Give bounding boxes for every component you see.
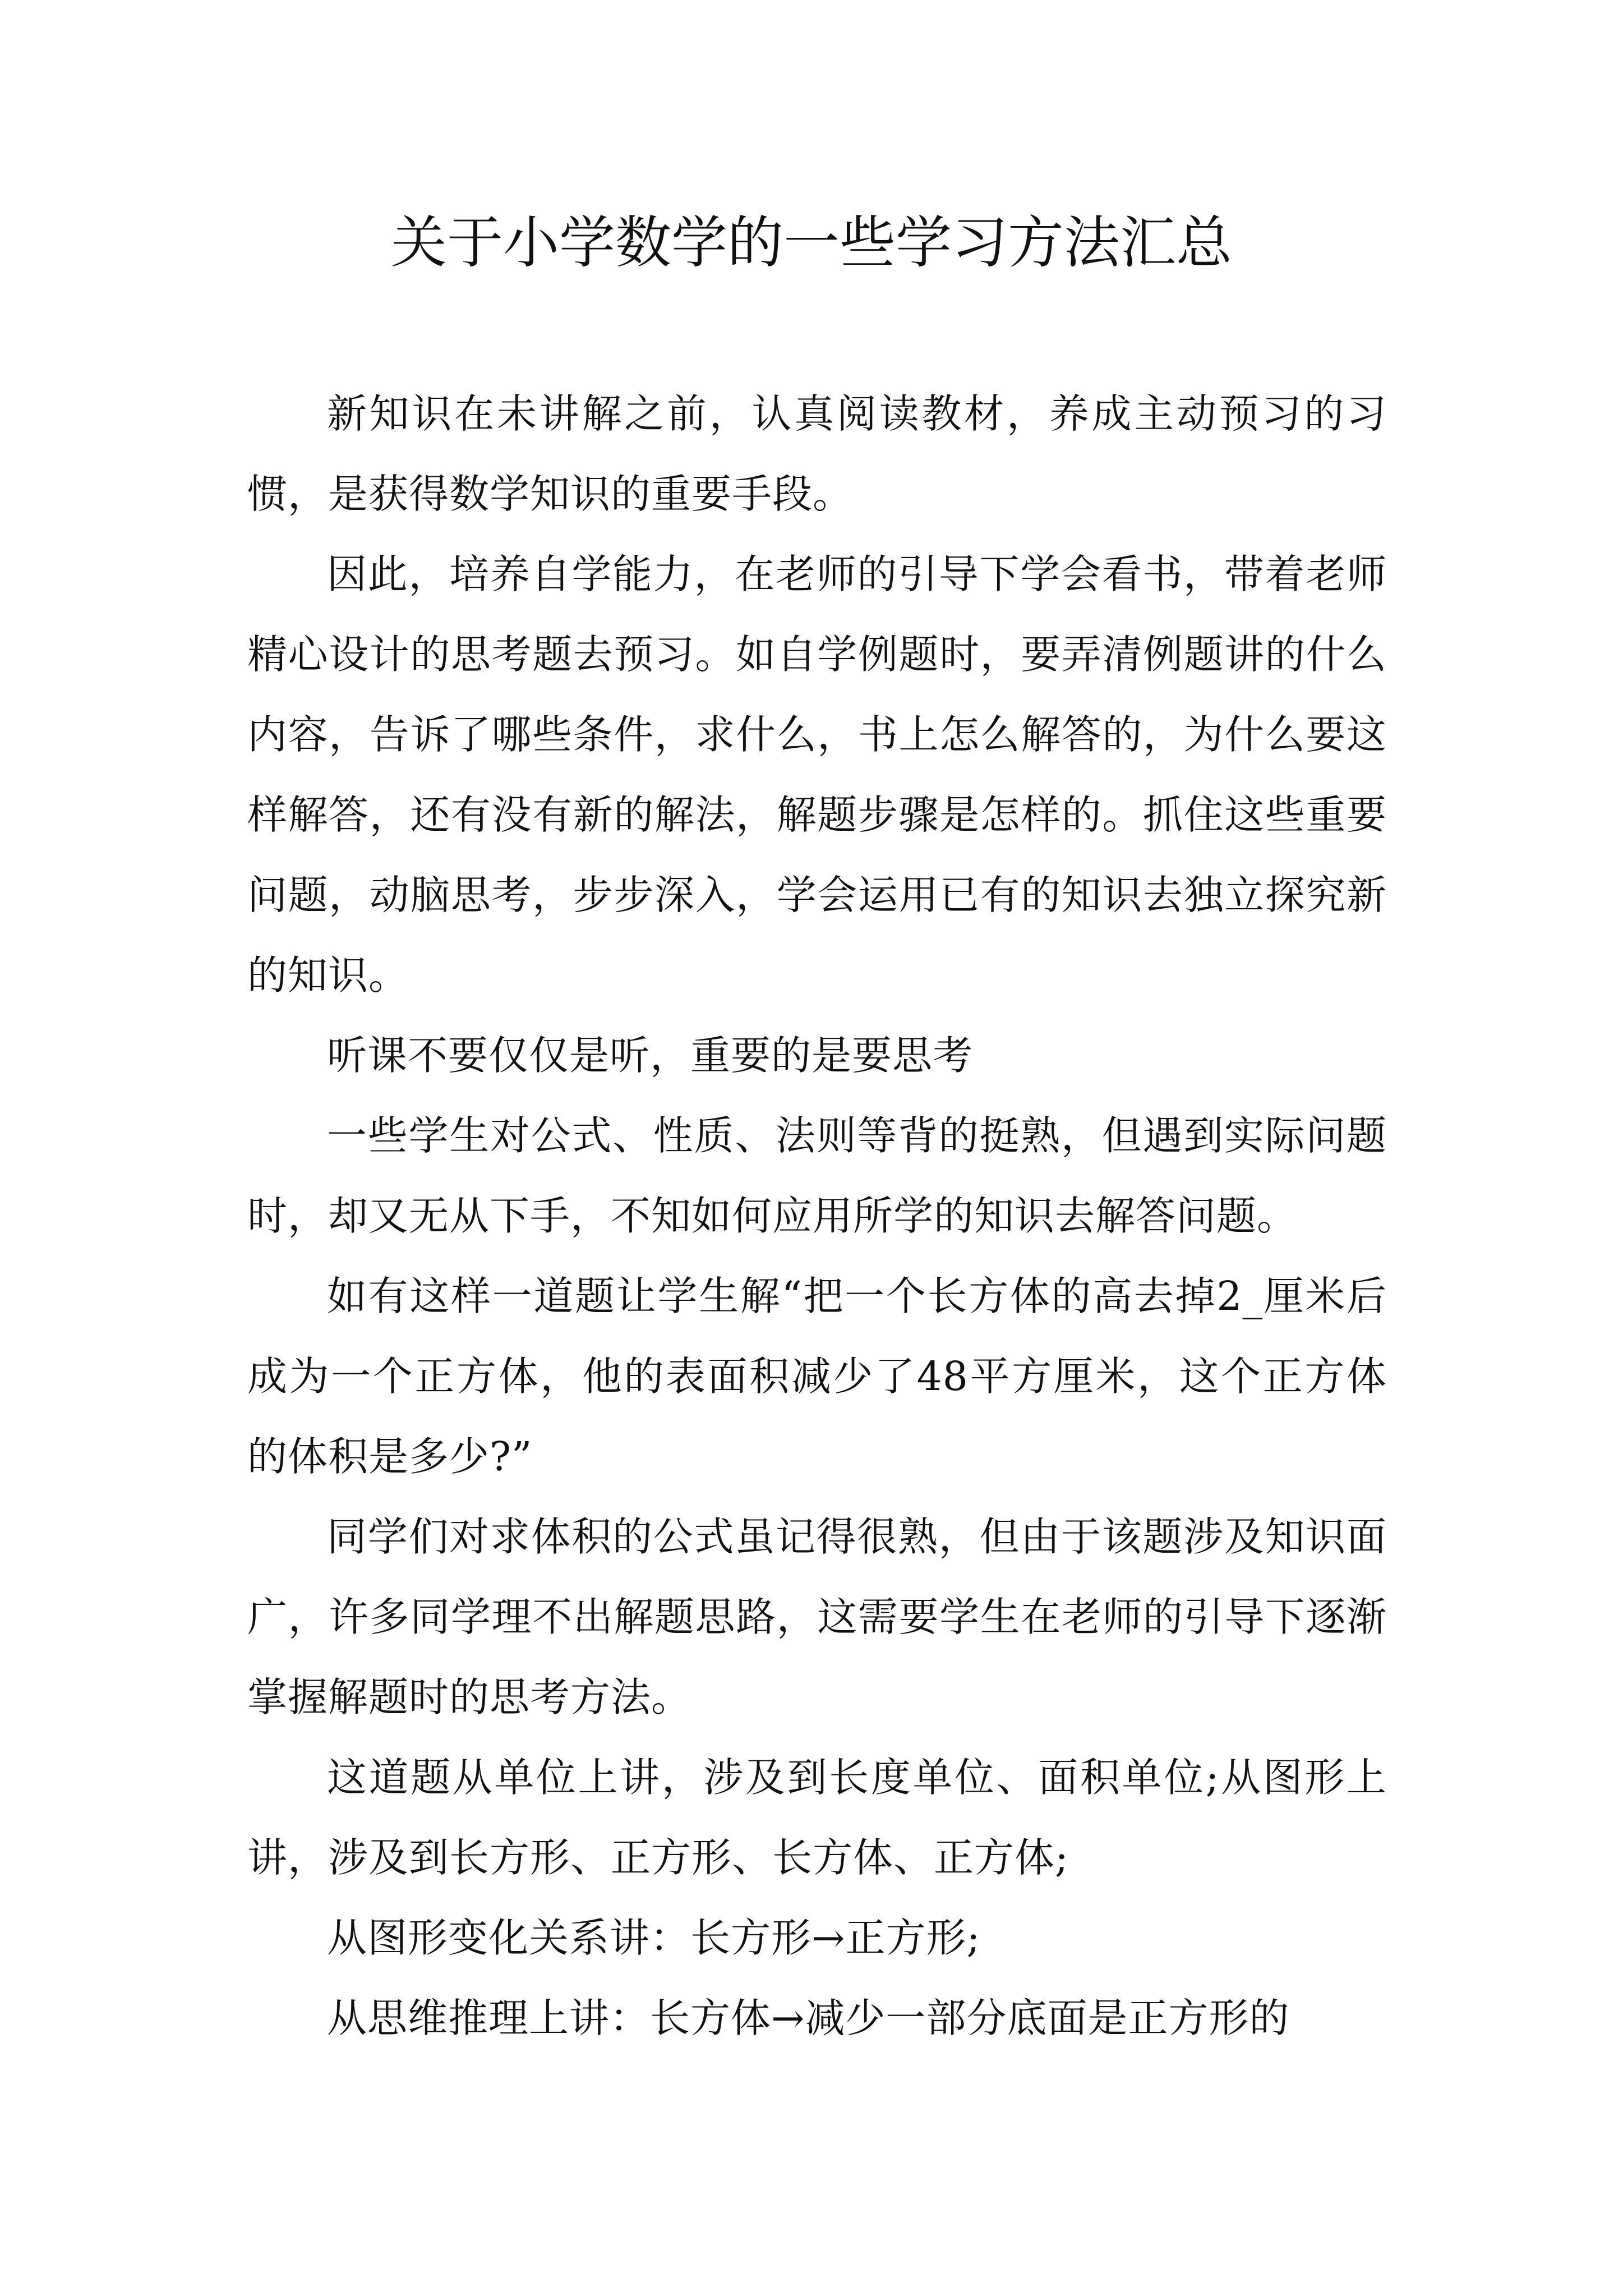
paragraph: 新知识在未讲解之前，认真阅读教材，养成主动预习的习惯，是获得数学知识的重要手段。 bbox=[247, 390, 1387, 517]
paragraph: 这道题从单位上讲，涉及到长度单位、面积单位;从图形上讲，涉及到长方形、正方形、长方体、正方体; bbox=[247, 1754, 1387, 1881]
document-title: 关于小学数学的一些学习方法汇总 bbox=[391, 210, 1232, 275]
paragraph: 如有这样一道题让学生解“把一个长方体的高去掉2_厘米后成为一个正方体，他的表面积减少了48平方厘米，这个正方体的体积是多少?” bbox=[247, 1273, 1387, 1480]
paragraph: 从思维推理上讲：长方体→减少一部分底面是正方形的 bbox=[327, 1995, 1290, 2041]
paragraph: 一些学生对公式、性质、法则等背的挺熟，但遇到实际问题时，却又无从下手，不知如何应用所学的知识去解答问题。 bbox=[247, 1112, 1387, 1239]
paragraph: 因此，培养自学能力，在老师的引导下学会看书，带着老师精心设计的思考题去预习。如自学例题时，要弄清例题讲的什么内容，告诉了哪些条件，求什么，书上怎么解答的，为什么要这样解答，还有没有新的解法，解题步骤是怎样的。抓住这些重要问题，动脑思考，步步深入，学会运用已有的知识去独立探究新的知识。 bbox=[247, 551, 1387, 999]
paragraph: 从图形变化关系讲：长方形→正方形; bbox=[327, 1915, 981, 1961]
paragraph: 听课不要仅仅是听，重要的是要思考 bbox=[327, 1032, 974, 1079]
document-body bbox=[247, 374, 1387, 2058]
paragraph: 同学们对求体积的公式虽记得很熟，但由于该题涉及知识面广，许多同学理不出解题思路，这需要学生在老师的引导下逐渐掌握解题时的思考方法。 bbox=[247, 1513, 1387, 1720]
